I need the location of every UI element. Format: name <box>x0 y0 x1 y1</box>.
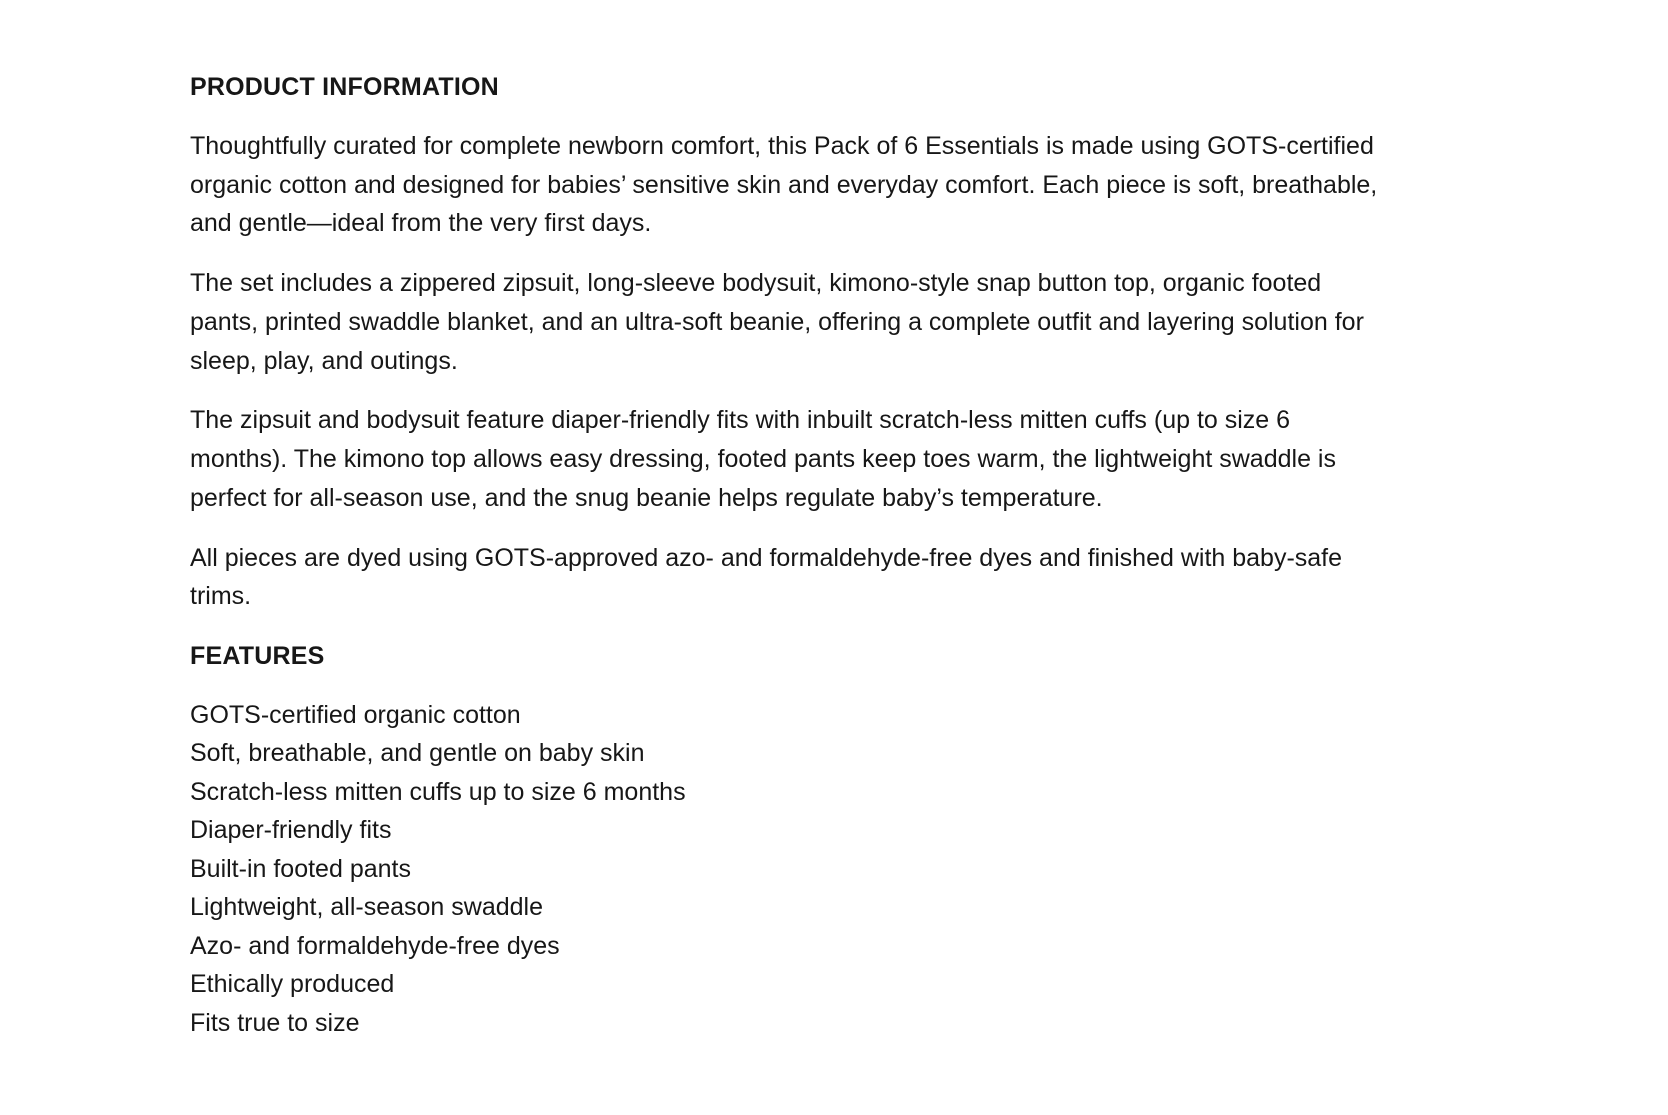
feature-item: Fits true to size <box>190 1008 360 1037</box>
feature-item: Diaper-friendly fits <box>190 816 392 845</box>
feature-item: Ethically produced <box>190 970 395 999</box>
feature-item: Lightweight, all-season swaddle <box>190 893 543 922</box>
feature-item: Azo- and formaldehyde-free dyes <box>190 931 560 960</box>
fit-details-paragraph: The zipsuit and bodysuit feature diaper-friendly fits with inbuilt scratch-less mitten cuffs (up to size 6 months). The kimono top allows easy dressing, footed pants keep toes warm, the lightweight swaddle is perfect for all-season use, and the snug beanie helps regulate baby’s temperature. <box>190 406 1336 512</box>
feature-item: Scratch-less mitten cuffs up to size 6 months <box>190 777 686 806</box>
feature-item: Soft, breathable, and gentle on baby skin <box>190 739 645 768</box>
features-list <box>190 696 1408 1043</box>
feature-item: GOTS-certified organic cotton <box>190 700 521 729</box>
features-heading: FEATURES <box>190 642 325 670</box>
product-information-heading: PRODUCT INFORMATION <box>190 73 499 101</box>
feature-item: Built-in footed pants <box>190 854 411 883</box>
set-contents-paragraph: The set includes a zippered zipsuit, long-sleeve bodysuit, kimono-style snap button top, organic footed pants, printed swaddle blanket, and an ultra-soft beanie, offering a complete outfit and layering solution for sleep, play, and outings. <box>190 269 1364 375</box>
intro-paragraph: Thoughtfully curated for complete newborn comfort, this Pack of 6 Essentials is made using GOTS-certified organic cotton and designed for babies’ sensitive skin and everyday comfort. Each piece is soft, breathable, and gentle—ideal from the very first days. <box>190 131 1378 238</box>
dyes-paragraph: All pieces are dyed using GOTS-approved azo- and formaldehyde-free dyes and finished with baby-safe trims. <box>190 543 1343 611</box>
